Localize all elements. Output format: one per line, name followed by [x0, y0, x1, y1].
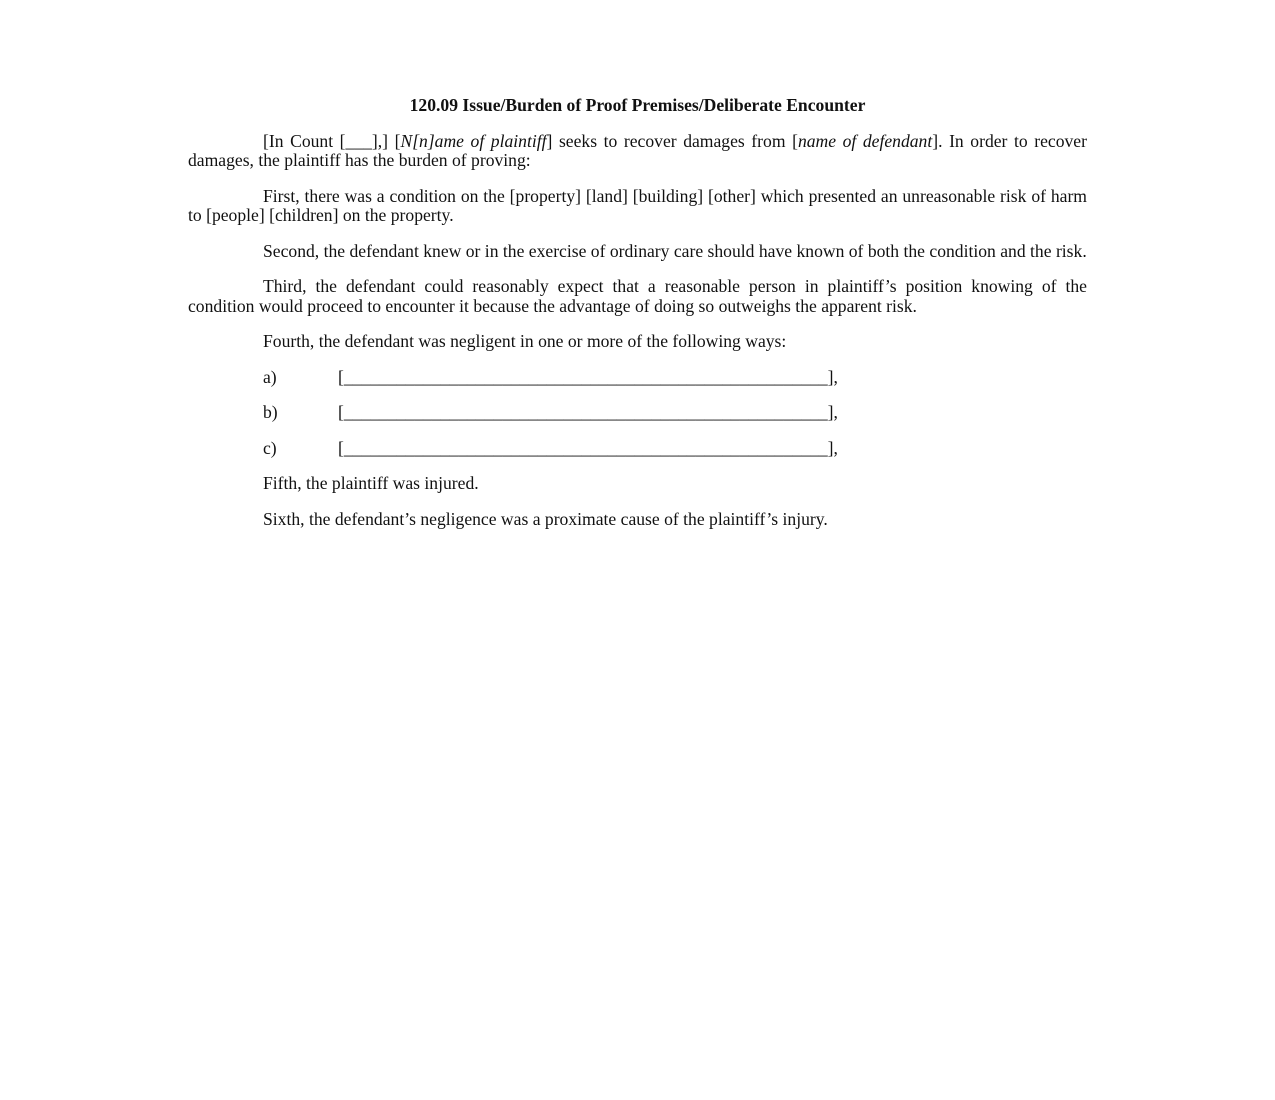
intro-text-1: [In Count [___],] [	[263, 130, 401, 151]
list-blank: [_______________________________________________________],	[338, 366, 838, 387]
element-fifth: Fifth, the plaintiff was injured.	[263, 473, 479, 493]
intro-plaintiff-placeholder: N[n]ame of plaintiff	[400, 130, 547, 151]
list-item	[188, 403, 1087, 423]
intro-defendant-placeholder: name of defendant	[797, 130, 933, 151]
document-title: 120.09 Issue/Burden of Proof Premises/Deliberate Encounter	[409, 95, 866, 115]
document-page	[188, 96, 1087, 545]
intro-text-2: ] seeks to recover damages from [	[546, 130, 798, 151]
list-blank: [_______________________________________________________],	[338, 437, 838, 458]
list-item	[188, 368, 1087, 388]
element-first: First, there was a condition on the [property] [land] [building] [other] which presented an unreasonable risk of harm to [people] [children] on the property.	[188, 185, 1087, 225]
list-letter: a)	[263, 366, 277, 387]
list-letter: c)	[263, 437, 277, 458]
intro-text-3: ]. In order to recover damages, the plaintiff has the burden of proving:	[188, 130, 1087, 170]
list-letter: b)	[263, 402, 278, 422]
list-blank: [_______________________________________________________],	[338, 402, 838, 422]
element-third: Third, the defendant could reasonably expect that a reasonable person in plaintiff’s position knowing of the condition would proceed to encounter it because the advantage of doing so outweighs the apparent risk.	[188, 276, 1087, 316]
list-item	[188, 439, 1087, 459]
element-fourth: Fourth, the defendant was negligent in one or more of the following ways:	[263, 331, 787, 351]
element-second: Second, the defendant knew or in the exercise of ordinary care should have known of both the condition and the risk.	[263, 240, 1087, 261]
element-sixth: Sixth, the defendant’s negligence was a proximate cause of the plaintiff’s injury.	[263, 508, 828, 529]
intro-paragraph	[188, 132, 1087, 171]
